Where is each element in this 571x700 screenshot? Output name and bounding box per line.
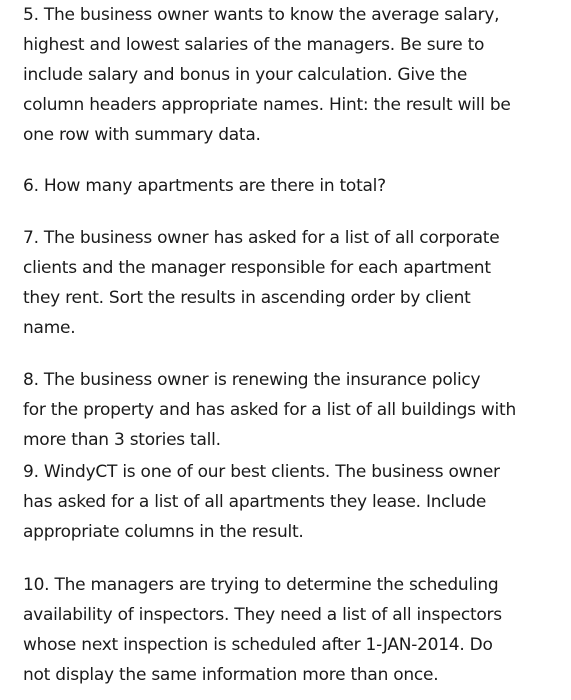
question-10-line-4: not display the same information more than once. <box>23 665 439 685</box>
question-6-line-1: 6. How many apartments are there in total? <box>23 176 386 196</box>
question-7-line-2: clients and the manager responsible for each apartment <box>23 258 491 278</box>
question-5-line-3: include salary and bonus in your calculation. Give the <box>23 65 468 85</box>
question-5-line-5: one row with summary data. <box>23 125 261 145</box>
question-9-line-3: appropriate columns in the result. <box>23 522 304 542</box>
question-7-line-4: name. <box>23 318 76 338</box>
question-5-line-1: 5. The business owner wants to know the average salary, <box>23 5 500 25</box>
question-10-line-1: 10. The managers are trying to determine the scheduling <box>23 575 499 595</box>
question-8-line-3: more than 3 stories tall. <box>23 430 221 450</box>
question-7-line-1: 7. The business owner has asked for a list of all corporate <box>23 228 500 248</box>
question-5-line-4: column headers appropriate names. Hint: the result will be <box>23 95 511 115</box>
question-8-line-2: for the property and has asked for a list of all buildings with <box>23 400 516 420</box>
question-10-line-3: whose next inspection is scheduled after 1-JAN-2014. Do <box>23 635 493 655</box>
question-9-line-2: has asked for a list of all apartments they lease. Include <box>23 492 487 512</box>
question-8-line-1: 8. The business owner is renewing the insurance policy <box>23 370 481 390</box>
question-10-line-2: availability of inspectors. They need a list of all inspectors <box>23 605 502 625</box>
question-9-line-1: 9. WindyCT is one of our best clients. The business owner <box>23 462 500 482</box>
question-5-line-2: highest and lowest salaries of the managers. Be sure to <box>23 35 485 55</box>
question-7-line-3: they rent. Sort the results in ascending order by client <box>23 288 471 308</box>
